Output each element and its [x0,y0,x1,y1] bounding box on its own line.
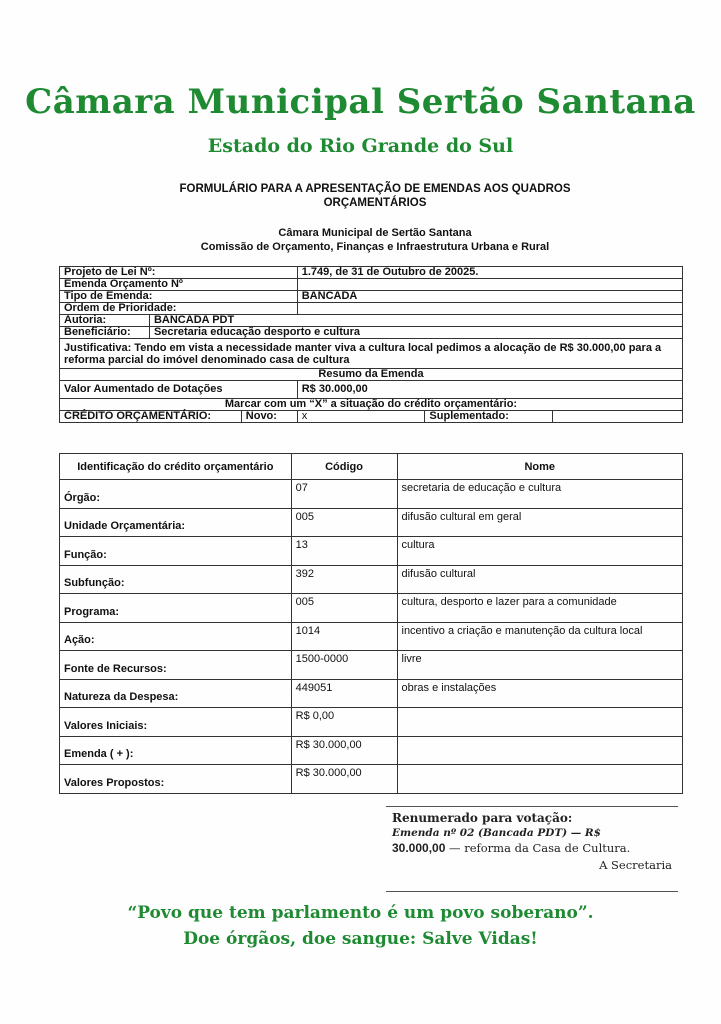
stamp-heading: Renumerado para votação: [392,811,573,825]
organization-block [100,226,650,254]
row-code[interactable]: 005 [291,594,397,623]
commission-name: Comissão de Orçamento, Finanças e Infraestrutura Urbana e Rural [200,241,550,253]
header-nome: Nome [397,454,683,480]
beneficiario-value[interactable]: Secretaria educação desporto e cultura [149,327,682,339]
autoria-label: Autoria: [60,315,150,327]
autoria-value[interactable]: BANCADA PDT [149,315,682,327]
suplementado-label: Suplementado: [425,411,553,423]
stamp-signature: A Secretaria [599,858,672,872]
row-code[interactable]: 1500-0000 [291,651,397,680]
row-label: Valores Propostos: [60,765,292,794]
table-row [60,565,683,594]
row-name[interactable] [397,736,683,765]
row-code[interactable]: R$ 0,00 [291,708,397,737]
row-autoria [60,315,683,327]
row-label: Emenda ( + ): [60,736,292,765]
projeto-label: Projeto de Lei Nº: [60,267,298,279]
row-name[interactable]: difusão cultural em geral [397,508,683,537]
row-projeto [60,267,683,279]
form-title [120,182,630,210]
org-name: Câmara Municipal de Sertão Santana [278,227,472,239]
stamp-amount: 30.000,00 [392,841,446,855]
row-marcar [60,399,683,411]
row-label: Ação: [60,622,292,651]
row-code[interactable]: 392 [291,565,397,594]
justificativa-text[interactable]: Justificativa: Tendo em vista a necessidade manter viva a cultura local pedimos a alocação de R$ 30.000,00 para a reforma parcial do imóvel denominado casa de cultura [60,339,683,369]
table-row [60,508,683,537]
row-code[interactable]: 449051 [291,679,397,708]
row-code[interactable]: 1014 [291,622,397,651]
row-label: Subfunção: [60,565,292,594]
chamber-title: Câmara Municipal Sertão Santana [25,82,696,122]
marcar-instruction: Marcar com um “X” a situação do crédito orçamentário: [60,399,683,411]
projeto-value[interactable]: 1.749, de 31 de Outubro de 20025. [297,267,682,279]
row-name[interactable]: livre [397,651,683,680]
row-credito [60,411,683,423]
renumbering-stamp [386,806,678,892]
row-justificativa [60,339,683,369]
row-label: Órgão: [60,480,292,509]
form-title-line1: FORMULÁRIO PARA A APRESENTAÇÃO DE EMENDAS AOS QUADROS [179,183,571,195]
stamp-description-text: — reforma da Casa de Cultura. [445,841,631,855]
table-row [60,736,683,765]
table-row [60,537,683,566]
row-code[interactable]: R$ 30.000,00 [291,736,397,765]
row-name[interactable]: difusão cultural [397,565,683,594]
novo-label: Novo: [241,411,297,423]
table-row [60,480,683,509]
credit-identification-table [59,453,683,794]
row-name[interactable] [397,765,683,794]
footer-motto-donation: Doe órgãos, doe sangue: Salve Vidas! [183,929,538,949]
valor-label: Valor Aumentado de Dotações [60,381,298,399]
row-code[interactable]: 13 [291,537,397,566]
row-resumo-title [60,369,683,381]
form-title-line2: ORÇAMENTÁRIOS [323,197,427,209]
row-name[interactable]: cultura [397,537,683,566]
ident-header-row [60,454,683,480]
row-label: Unidade Orçamentária: [60,508,292,537]
row-valor [60,381,683,399]
row-label: Fonte de Recursos: [60,651,292,680]
table-row [60,708,683,737]
table-row [60,622,683,651]
suplementado-checkbox[interactable] [553,411,683,423]
beneficiario-label: Beneficiário: [60,327,150,339]
row-name[interactable]: incentivo a criação e manutenção da cultura local [397,622,683,651]
credito-label: CRÉDITO ORÇAMENTÁRIO: [60,411,242,423]
header-codigo: Código [291,454,397,480]
table-row [60,651,683,680]
novo-checkbox[interactable]: x [297,411,425,423]
tipo-value[interactable]: BANCADA [297,291,682,303]
row-tipo [60,291,683,303]
row-name[interactable] [397,708,683,737]
state-subtitle: Estado do Rio Grande do Sul [207,135,514,157]
emenda-value[interactable] [297,279,682,291]
row-name[interactable]: secretaria de educação e cultura [397,480,683,509]
row-label: Programa: [60,594,292,623]
table-row [60,594,683,623]
footer-motto-parliament: “Povo que tem parlamento é um povo soberano”. [127,903,594,923]
row-label: Função: [60,537,292,566]
resumo-title: Resumo da Emenda [60,369,683,381]
row-emenda [60,279,683,291]
row-ordem [60,303,683,315]
emenda-label: Emenda Orçamento Nº [60,279,298,291]
stamp-description [392,841,672,856]
ordem-value[interactable] [297,303,682,315]
row-label: Valores Iniciais: [60,708,292,737]
header-identificacao: Identificação do crédito orçamentário [60,454,292,480]
row-beneficiario [60,327,683,339]
ordem-label: Ordem de Prioridade: [60,303,298,315]
table-row [60,679,683,708]
row-name[interactable]: cultura, desporto e lazer para a comunidade [397,594,683,623]
row-label: Natureza da Despesa: [60,679,292,708]
amendment-info-table [59,266,683,423]
row-name[interactable]: obras e instalações [397,679,683,708]
stamp-amendment: Emenda nº 02 (Bancada PDT) — R$ [392,827,601,839]
row-code[interactable]: 07 [291,480,397,509]
tipo-label: Tipo de Emenda: [60,291,298,303]
row-code[interactable]: R$ 30.000,00 [291,765,397,794]
table-row [60,765,683,794]
valor-value[interactable]: R$ 30.000,00 [297,381,682,399]
row-code[interactable]: 005 [291,508,397,537]
